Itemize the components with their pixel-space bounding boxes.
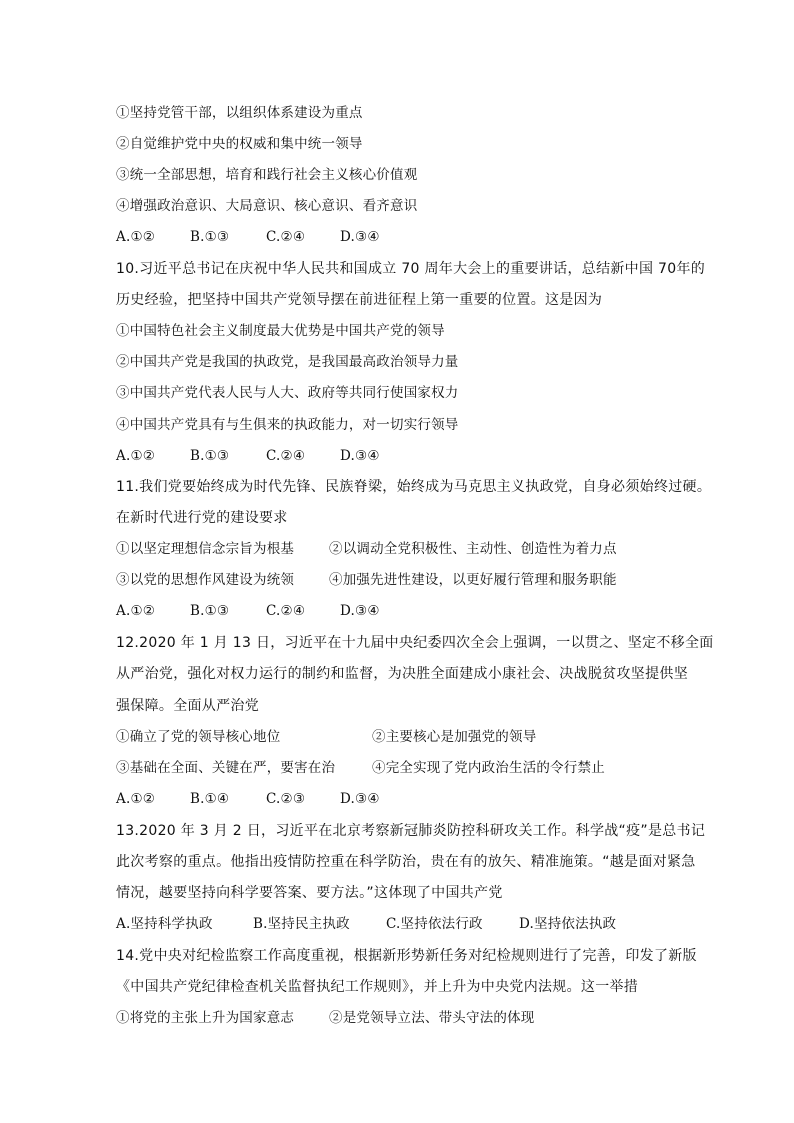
q11-statement-3: ③以党的思想作风建设为统领 <box>116 572 295 588</box>
q11-statement-2: ②以调动全党积极性、主动性、创造性为着力点 <box>329 541 617 557</box>
q9-option-d: D.③④ <box>340 229 380 245</box>
q12-options <box>116 790 380 808</box>
q12-statement-row-2 <box>116 759 605 777</box>
q12-option-a: A.①② <box>116 791 156 807</box>
q13-option-c: C.坚持依法行政 <box>386 916 483 932</box>
q9-statement-1: ①坚持党管干部，以组织体系建设为重点 <box>116 105 363 121</box>
q12-option-b: B.①④ <box>190 791 230 807</box>
q13-stem-line-1: 13.2020 年 3 月 2 日，习近平在北京考察新冠肺炎防控科研攻关工作。科学战“疫”是总书记 <box>116 823 706 839</box>
q10-option-a: A.①② <box>116 448 156 464</box>
q13-option-b: B.坚持民主执政 <box>253 916 350 932</box>
q13-stem-line-2: 此次考察的重点。他指出疫情防控重在科学防治，贵在有的放矢、精准施策。“越是面对紧急 <box>116 854 696 870</box>
q12-option-c: C.②③ <box>266 791 306 807</box>
q9-option-c: C.②④ <box>266 229 306 245</box>
q11-stem-line-2: 在新时代进行党的建设要求 <box>116 510 288 526</box>
q9-option-b: B.①③ <box>190 229 230 245</box>
q12-stem-line-2: 从严治党，强化对权力运行的制约和监督，为决胜全面建成小康社会、决战脱贫攻坚提供坚 <box>116 666 688 682</box>
q14-stem-line-1: 14.党中央对纪检监察工作高度重视，根据新形势新任务对纪检规则进行了完善，印发了新版 <box>116 948 697 964</box>
q10-statement-1: ①中国特色社会主义制度最大优势是中国共产党的领导 <box>116 323 445 339</box>
q12-statement-3: ③基础在全面、关键在严，要害在治 <box>116 760 336 776</box>
q14-statement-1: ①将党的主张上升为国家意志 <box>116 1010 295 1026</box>
q10-statement-2: ②中国共产党是我国的执政党，是我国最高政治领导力量 <box>116 354 459 370</box>
q10-stem-line-2: 历史经验，把坚持中国共产党领导摆在前进征程上第一重要的位置。这是因为 <box>116 292 603 308</box>
q12-stem-line-1: 12.2020 年 1 月 13 日，习近平在十九届中央纪委四次全会上强调，一以贯之、坚定不移全面 <box>116 635 714 651</box>
q14-stem-line-2: 《中国共产党纪律检查机关监督执纪工作规则》，并上升为中央党内法规。这一举措 <box>116 979 639 995</box>
q10-option-b: B.①③ <box>190 448 230 464</box>
q12-statement-row-1 <box>116 728 537 746</box>
q13-stem-line-3: 情况，越要坚持向科学要答案、要方法。”这体现了中国共产党 <box>116 885 503 901</box>
q11-options <box>116 602 380 620</box>
q11-stem-line-1: 11.我们党要始终成为时代先锋、民族脊梁，始终成为马克思主义执政党，自身必须始终过硬。 <box>116 479 712 495</box>
q12-statement-4: ④完全实现了党内政治生活的令行禁止 <box>372 760 605 776</box>
q11-statement-row-2 <box>116 571 617 589</box>
q12-statement-2: ②主要核心是加强党的领导 <box>372 729 537 745</box>
q14-statement-row-1 <box>116 1009 535 1027</box>
q10-statement-3: ③中国共产党代表人民与人大、政府等共同行使国家权力 <box>116 385 459 401</box>
q10-option-c: C.②④ <box>266 448 306 464</box>
q13-option-d: D.坚持依法执政 <box>519 916 617 932</box>
q11-statement-row-1 <box>116 540 617 558</box>
q9-statement-4: ④增强政治意识、大局意识、核心意识、看齐意识 <box>116 198 418 214</box>
q10-options <box>116 447 380 465</box>
q11-option-a: A.①② <box>116 603 156 619</box>
q12-stem-line-3: 强保障。全面从严治党 <box>116 698 259 714</box>
q14-statement-2: ②是党领导立法、带头守法的体现 <box>329 1010 535 1026</box>
q10-statement-4: ④中国共产党具有与生俱来的执政能力，对一切实行领导 <box>116 417 459 433</box>
q10-option-d: D.③④ <box>340 448 380 464</box>
q11-statement-1: ①以坚定理想信念宗旨为根基 <box>116 541 295 557</box>
q11-option-d: D.③④ <box>340 603 380 619</box>
q13-option-a: A.坚持科学执政 <box>116 916 213 932</box>
q11-option-b: B.①③ <box>190 603 230 619</box>
q9-statement-3: ③统一全部思想，培育和践行社会主义核心价值观 <box>116 167 418 183</box>
q12-statement-1: ①确立了党的领导核心地位 <box>116 729 281 745</box>
q10-stem-line-1: 10.习近平总书记在庆祝中华人民共和国成立 70 周年大会上的重要讲话，总结新中国 70年的 <box>116 261 706 277</box>
q9-options <box>116 228 380 246</box>
q12-option-d: D.③④ <box>340 791 380 807</box>
q9-statement-2: ②自觉维护党中央的权威和集中统一领导 <box>116 136 363 152</box>
q11-option-c: C.②④ <box>266 603 306 619</box>
q9-option-a: A.①② <box>116 229 156 245</box>
q13-options <box>116 915 616 933</box>
q11-statement-4: ④加强先进性建设，以更好履行管理和服务职能 <box>329 572 617 588</box>
